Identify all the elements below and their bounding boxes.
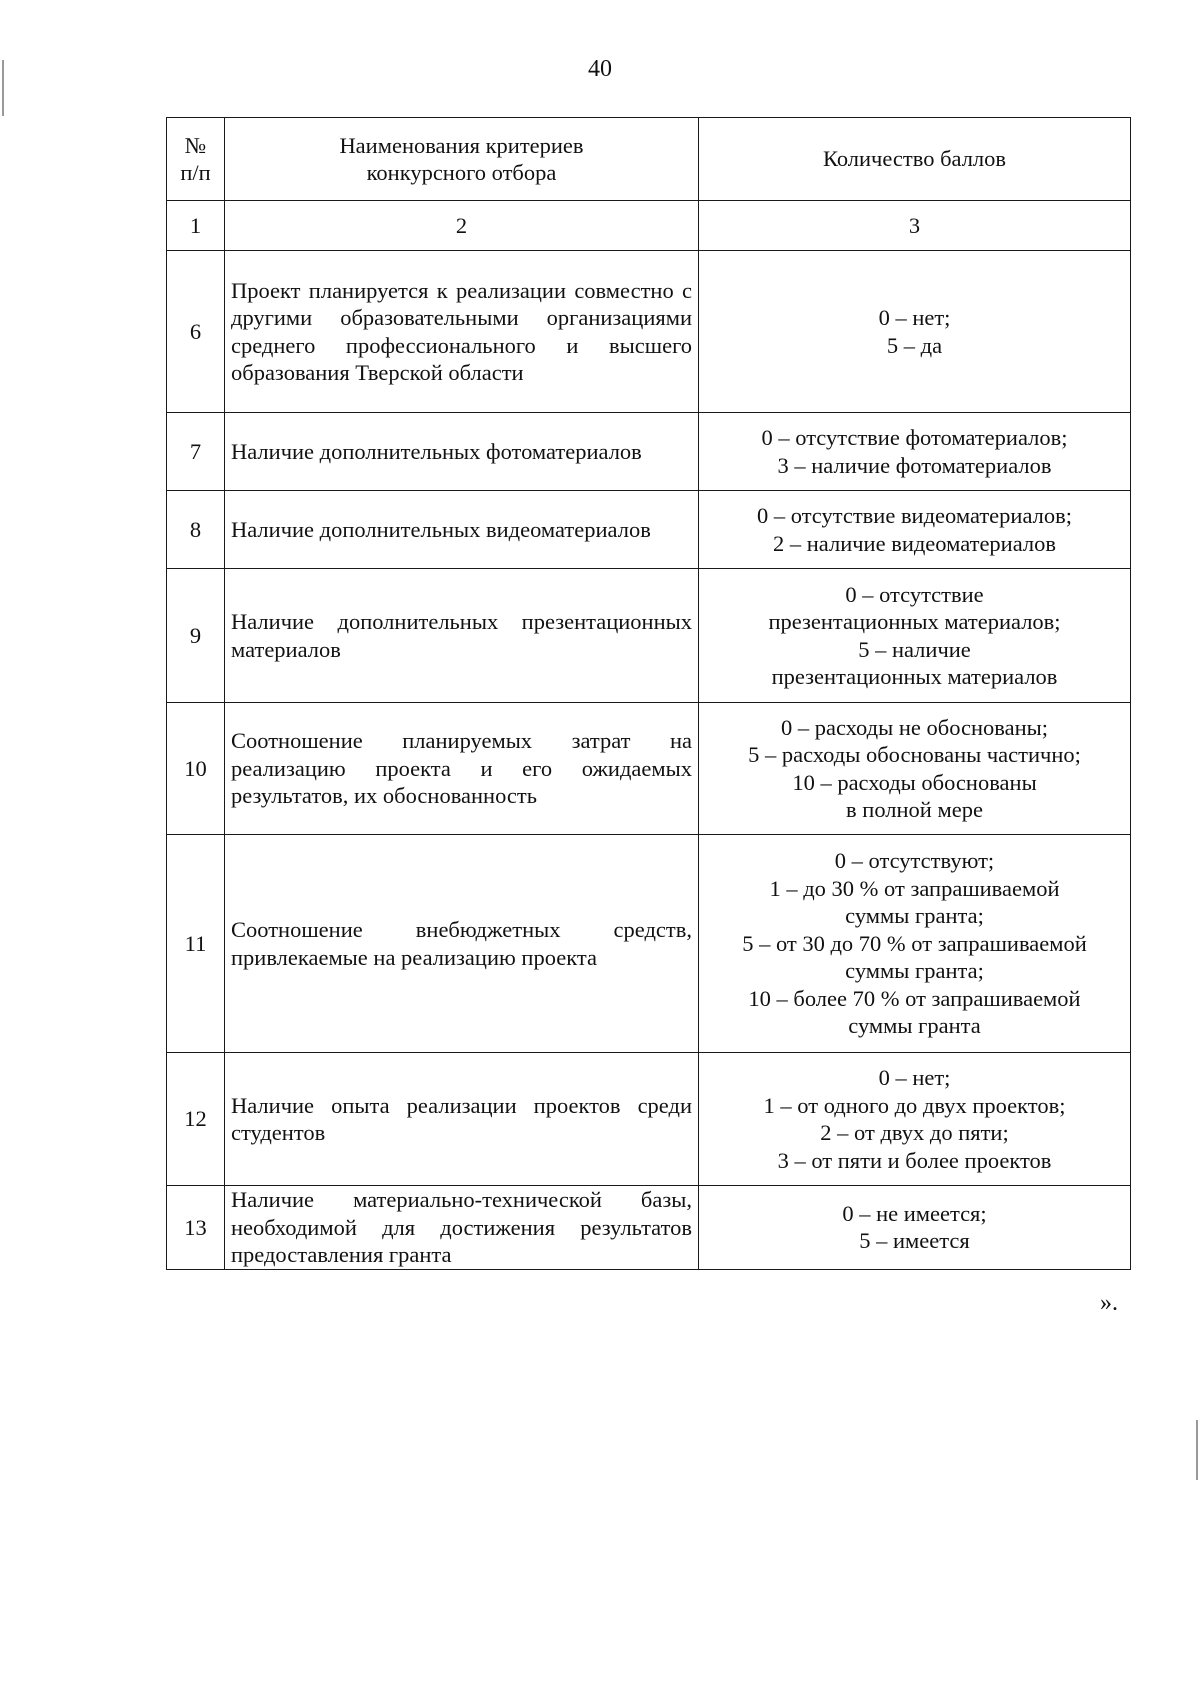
- column-number-cell: 1: [167, 201, 225, 251]
- header-name-line: конкурсного отбора: [366, 160, 557, 185]
- table-row: [167, 703, 1131, 835]
- criterion-name: Соотношение внебюджетных средств, привлекаемые на реализацию проекта: [225, 835, 699, 1053]
- header-name-line: Наименования критериев: [339, 132, 584, 158]
- score-line: 0 – отсутствуют;: [834, 848, 995, 874]
- row-number: 13: [167, 1186, 225, 1270]
- header-num-cell: [167, 118, 225, 201]
- header-num-line: п/п: [180, 160, 211, 185]
- score-line: презентационных материалов: [771, 664, 1058, 689]
- table-row: [167, 835, 1131, 1053]
- column-number-cell: 2: [225, 201, 699, 251]
- column-number-cell: 3: [699, 201, 1131, 251]
- score-cell: [699, 413, 1131, 491]
- score-line: 0 – отсутствие: [845, 581, 984, 607]
- score-line: 5 – расходы обоснованы частично;: [748, 742, 1081, 767]
- row-number: 11: [167, 835, 225, 1053]
- criterion-name: Наличие дополнительных презентационных материалов: [225, 569, 699, 703]
- table-row: [167, 1053, 1131, 1186]
- table-row: [167, 491, 1131, 569]
- score-line: 0 – расходы не обоснованы;: [780, 714, 1049, 740]
- score-cell: [699, 491, 1131, 569]
- header-name-cell: [225, 118, 699, 201]
- table-row: [167, 1186, 1131, 1270]
- score-cell: [699, 251, 1131, 413]
- row-number: 10: [167, 703, 225, 835]
- criterion-name: Соотношение планируемых затрат на реализацию проекта и его ожидаемых результатов, их обоснованность: [225, 703, 699, 835]
- score-line: 0 – нет;: [878, 305, 951, 330]
- criterion-name: Наличие дополнительных видеоматериалов: [225, 491, 699, 569]
- score-cell: [699, 835, 1131, 1053]
- score-cell: [699, 703, 1131, 835]
- score-line: 5 – наличие: [858, 636, 971, 662]
- closing-quote: ».: [1100, 1290, 1118, 1316]
- criterion-name: Наличие опыта реализации проектов среди студентов: [225, 1053, 699, 1186]
- score-cell: [699, 1053, 1131, 1186]
- score-line: 2 – от двух до пяти;: [820, 1120, 1009, 1145]
- row-number: 8: [167, 491, 225, 569]
- score-line: суммы гранта: [848, 1013, 981, 1039]
- score-line: 3 – от пяти и более проектов: [777, 1147, 1052, 1173]
- score-line: 3 – наличие фотоматериалов: [777, 452, 1052, 478]
- score-line: 0 – отсутствие фотоматериалов;: [761, 425, 1068, 450]
- score-line: 0 – отсутствие видеоматериалов;: [756, 503, 1072, 528]
- score-cell: [699, 569, 1131, 703]
- header-num-line: №: [184, 132, 207, 158]
- criterion-name: Наличие материально-технической базы, необходимой для достижения результатов предоставления гранта: [225, 1186, 699, 1270]
- criterion-name: Наличие дополнительных фотоматериалов: [225, 413, 699, 491]
- row-number: 6: [167, 251, 225, 413]
- score-line: суммы гранта;: [845, 903, 984, 929]
- score-line: 5 – да: [886, 332, 943, 358]
- table-row: [167, 251, 1131, 413]
- criterion-name: Проект планируется к реализации совместно с другими образовательными организациями среднего профессионального и высшего образования Тверской области: [225, 251, 699, 413]
- column-number-row: [167, 201, 1131, 251]
- score-cell: [699, 1186, 1131, 1270]
- table-row: [167, 569, 1131, 703]
- score-line: 5 – от 30 до 70 % от запрашиваемой: [742, 930, 1087, 956]
- score-line: 10 – более 70 % от запрашиваемой: [748, 985, 1081, 1011]
- score-line: 1 – от одного до двух проектов;: [763, 1092, 1066, 1118]
- score-line: 1 – до 30 % от запрашиваемой: [769, 875, 1060, 901]
- score-line: презентационных материалов;: [768, 609, 1061, 634]
- score-line: суммы гранта;: [845, 958, 984, 984]
- score-line: 2 – наличие видеоматериалов: [772, 530, 1057, 556]
- left-edge-scan-mark: [2, 60, 4, 116]
- table-row: [167, 413, 1131, 491]
- score-line: 0 – не имеется;: [842, 1200, 987, 1226]
- row-number: 9: [167, 569, 225, 703]
- page-number: 40: [588, 56, 612, 82]
- table-header-row: [167, 118, 1131, 201]
- score-line: 0 – нет;: [878, 1065, 951, 1090]
- header-score-cell: Количество баллов: [699, 118, 1131, 201]
- row-number: 12: [167, 1053, 225, 1186]
- row-number: 7: [167, 413, 225, 491]
- score-line: 10 – расходы обоснованы: [792, 769, 1037, 795]
- criteria-table: [166, 117, 1131, 1270]
- score-line: 5 – имеется: [859, 1228, 970, 1254]
- score-line: в полной мере: [846, 797, 983, 822]
- right-edge-scan-mark: [1196, 1420, 1198, 1480]
